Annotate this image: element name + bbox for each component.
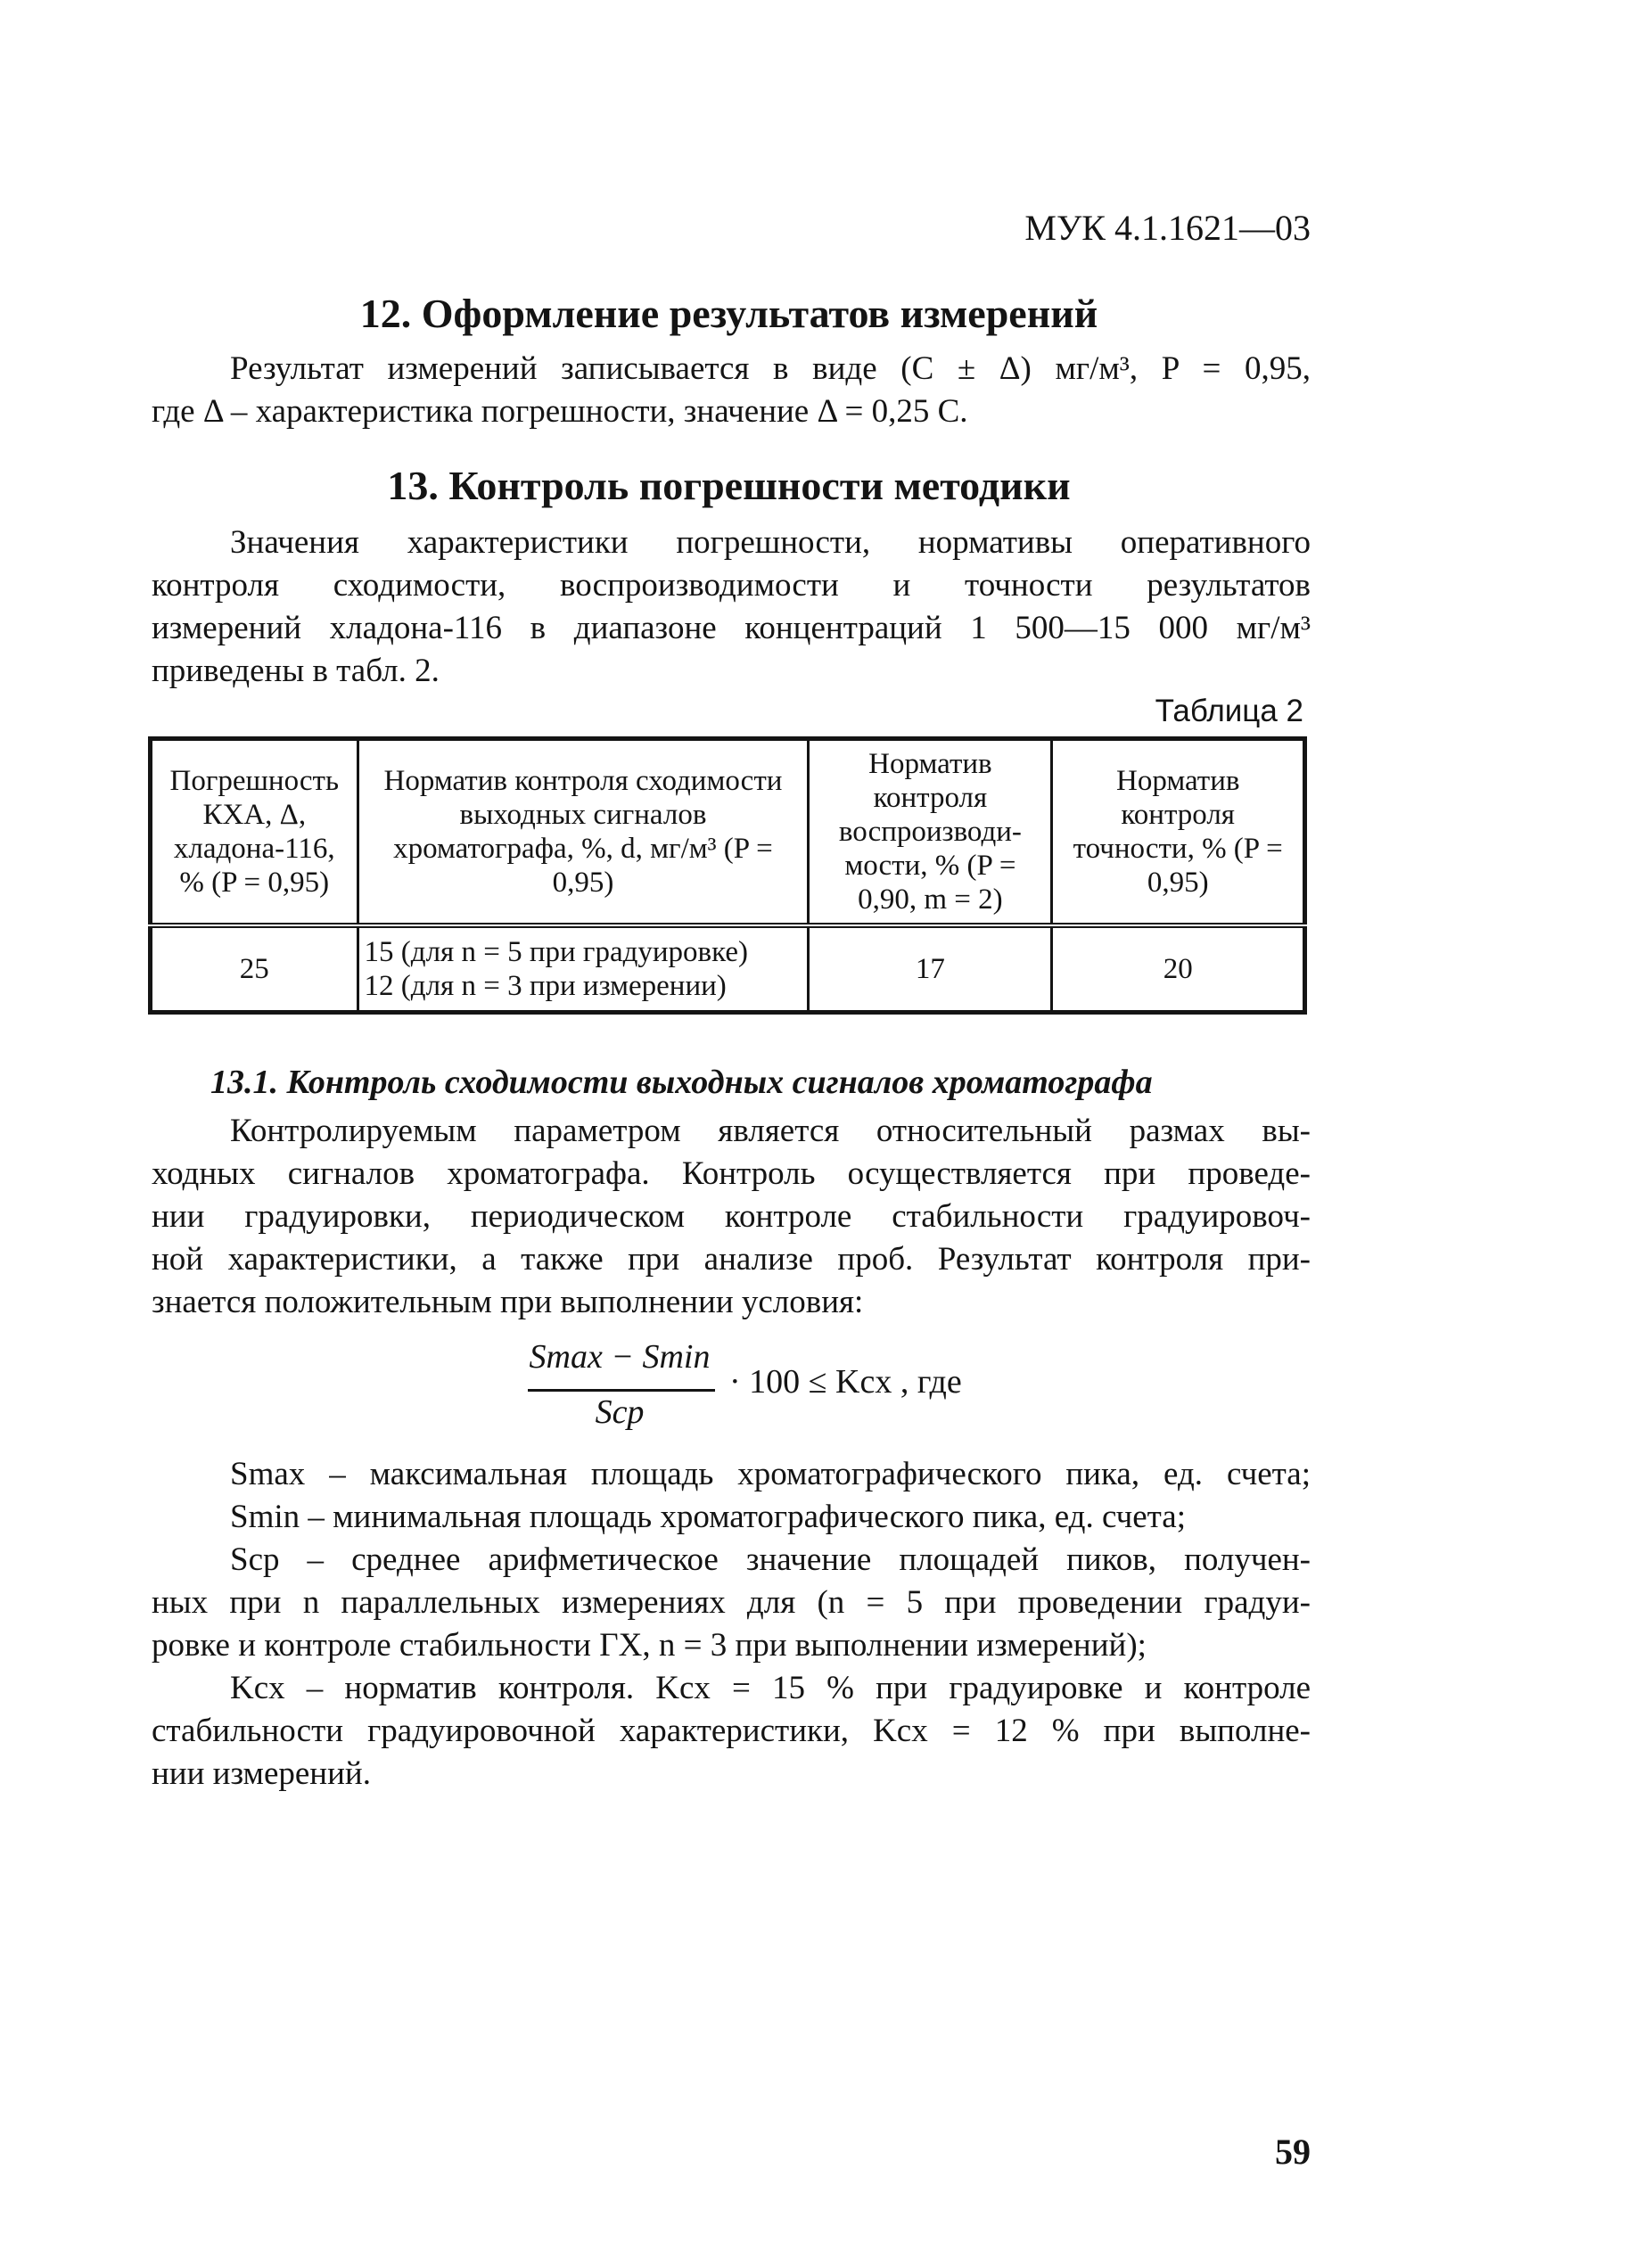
- table-row: [151, 925, 1305, 1013]
- table-cell: 17: [809, 925, 1052, 1013]
- page-number: 59: [1275, 2132, 1311, 2172]
- table-cell: 20: [1052, 925, 1305, 1013]
- table-header-row: [151, 739, 1305, 926]
- section-13-1-line: ной характеристики, а также при анализе проб. Результат контроля при-: [152, 1241, 1311, 1278]
- formula: [481, 1337, 1070, 1453]
- section-12-title: 12. Оформление результатов измерений: [359, 291, 1098, 336]
- section-13-line: Значения характеристики погрешности, нормативы оперативного: [230, 524, 1311, 561]
- section-13-1-text: [152, 1110, 1311, 1324]
- definition-smin: Smin – минимальная площадь хроматографического пика, ед. счета;: [230, 1499, 1187, 1535]
- table-cell-line: 15 (для n = 5 при градуировке): [364, 936, 748, 968]
- section-13-1-line: нии градуировки, периодическом контроле стабильности градуировоч-: [152, 1198, 1311, 1235]
- definition-kcx-line: Kcx – норматив контроля. Kcx = 15 % при градуировке и контроле: [230, 1670, 1311, 1706]
- section-12-line: Результат измерений записывается в виде (C ± Δ) мг/м³, P = 0,95,: [230, 350, 1311, 387]
- formula-denominator: Scp: [595, 1393, 645, 1431]
- section-13-1-title: 13.1. Контроль сходимости выходных сигналов хроматографа: [210, 1064, 1153, 1101]
- definition-smax: Smax – максимальная площадь хроматографического пика, ед. счета;: [230, 1456, 1311, 1492]
- table-cell: [358, 925, 809, 1013]
- section-13-line: контроля сходимости, воспроизводимости и точности результатов: [152, 567, 1311, 604]
- fraction-bar: [528, 1389, 715, 1392]
- table-caption: Таблица 2: [1155, 694, 1303, 728]
- section-13-1-line: знается положительным при выполнении условия:: [152, 1284, 864, 1320]
- section-12-line: где Δ – характеристика погрешности, значение Δ = 0,25 C.: [152, 393, 968, 430]
- formula-rest: · 100 ≤ Kcx , где: [729, 1363, 962, 1401]
- section-13-1-line: ходных сигналов хроматографа. Контроль осуществляется при проведе-: [152, 1155, 1311, 1192]
- section-13-1-line: Контролируемым параметром является относительный размах вы-: [230, 1113, 1311, 1149]
- table-header-cell: Норматив контроля сходимости выходных сигналов хроматографа, %, d, мг/м³ (P = 0,95): [358, 739, 809, 926]
- definition-scp-line: Scp – среднее арифметическое значение площадей пиков, получен-: [230, 1541, 1311, 1578]
- table-cell: 25: [151, 925, 358, 1013]
- section-13-line: приведены в табл. 2.: [152, 653, 440, 689]
- table-2: [148, 736, 1307, 1015]
- definition-kcx-line: стабильности градуировочной характеристики, Kcx = 12 % при выполне-: [152, 1713, 1311, 1749]
- section-13-title: 13. Контроль погрешности методики: [387, 463, 1071, 508]
- table-header-cell: Погрешность КХА, Δ, хладона-116, % (P = 0,95): [151, 739, 358, 926]
- definitions: [152, 1453, 1311, 1796]
- table-header-cell: Норматив контроля точности, % (P = 0,95): [1052, 739, 1305, 926]
- definition-scp-line: ных при n параллельных измерениях для (n = 5 при проведении градуи-: [152, 1584, 1311, 1621]
- table-header-cell: Норматив контроля воспроизводи-мости, % (P = 0,90, m = 2): [809, 739, 1052, 926]
- definition-kcx-line: нии измерений.: [152, 1755, 371, 1792]
- section-13-line: измерений хладона-116 в диапазоне концентраций 1 500—15 000 мг/м³: [152, 610, 1311, 646]
- section-13-text: [152, 522, 1311, 693]
- section-12-text: [152, 348, 1311, 433]
- definition-scp-line: ровке и контроле стабильности ГХ, n = 3 при выполнении измерений);: [152, 1627, 1147, 1664]
- table-cell-line: 12 (для n = 3 при измерении): [364, 970, 727, 1002]
- formula-numerator: Smax − Smin: [529, 1338, 711, 1376]
- document-code: МУК 4.1.1621—03: [1024, 208, 1311, 248]
